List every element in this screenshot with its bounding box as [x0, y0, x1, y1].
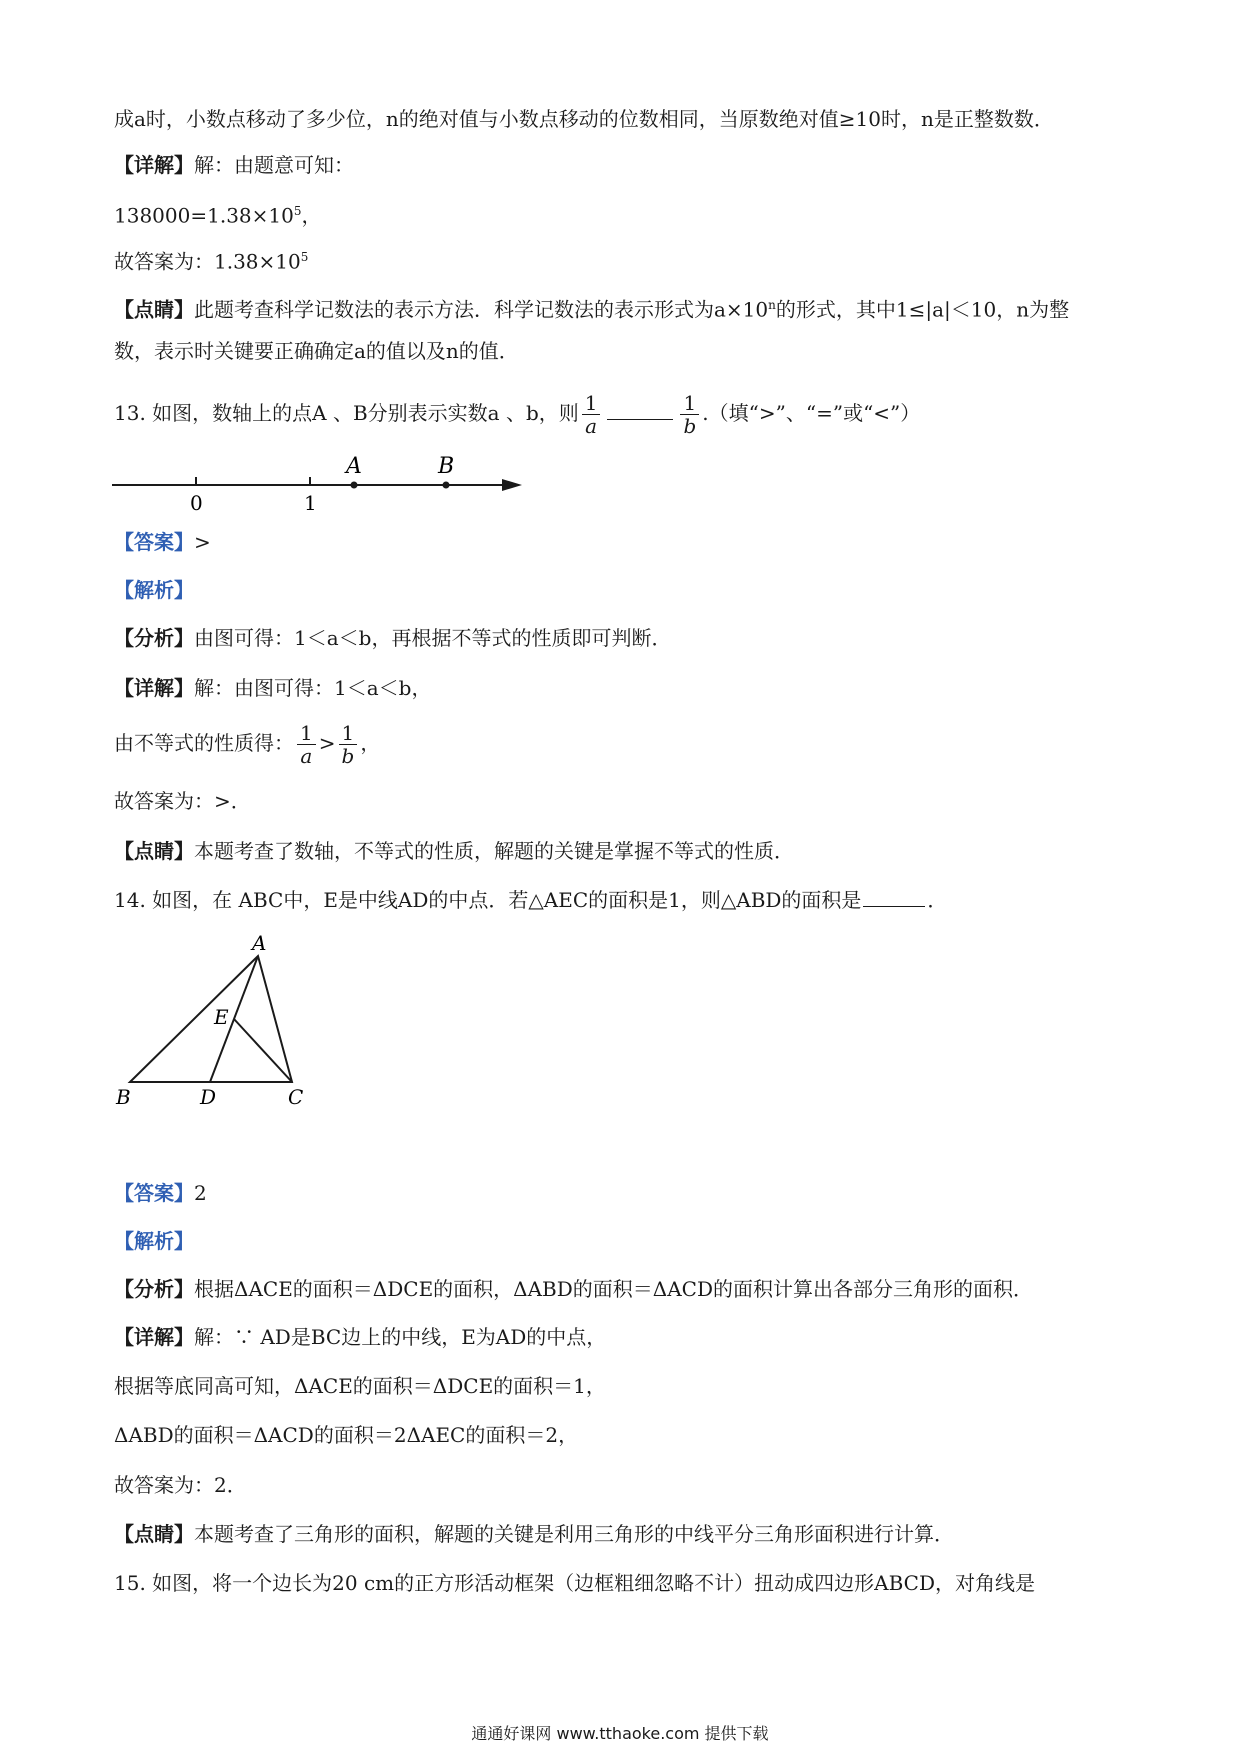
text: 故答案为：1.38×10 — [114, 249, 301, 274]
text: 本题考查了数轴，不等式的性质，解题的关键是掌握不等式的性质． — [194, 839, 794, 863]
question-text: .（填“>”、“=”或“<”） — [702, 401, 921, 425]
page-footer: 通通好课网 www.tthaoke.com 提供下载 — [471, 1724, 769, 1743]
text: 根据ΔACE的面积＝ΔDCE的面积，ΔABD的面积＝ΔACD的面积计算出各部分三角形的面积． — [194, 1277, 1034, 1301]
text: 解：由图可得：1＜a＜b， — [194, 676, 432, 700]
text: 由图可得：1＜a＜b，再根据不等式的性质即可判断． — [194, 626, 672, 650]
point-e-label: E — [214, 1005, 229, 1029]
q13-answer-line — [114, 527, 211, 557]
denominator: b — [683, 414, 697, 438]
q14-answer-line — [114, 1178, 207, 1208]
q13-comment-line — [114, 836, 794, 866]
q12-equation-line — [114, 196, 321, 231]
number-line-figure — [110, 455, 530, 515]
question-text: 14. 如图，在 ABC中，E是中线AD的中点．若△AEC的面积是1，则△ABD的面积是 — [114, 888, 862, 912]
q13-property-line — [114, 722, 380, 767]
comment-tag: 【点睛】 — [114, 839, 194, 863]
point-b-label: B — [438, 455, 455, 479]
text: 由不等式的性质得： — [114, 731, 294, 755]
vertex-a-label: A — [252, 931, 267, 955]
vertex-c-label: C — [288, 1085, 304, 1109]
q14-detail-line-3 — [114, 1420, 578, 1450]
detail-tag: 【详解】 — [114, 153, 194, 177]
vertex-b-label: B — [116, 1085, 131, 1109]
fraction-1-over-b — [339, 722, 358, 767]
numerator: 1 — [297, 722, 316, 745]
answer-value: > — [194, 530, 211, 554]
analysis-tag: 【解析】 — [114, 578, 194, 602]
question-text: 15. 如图，将一个边长为20 cm的正方形活动框架（边框粗细忽略不计）扭动成四边形ABCD，对角线是 — [114, 1571, 1035, 1595]
comment-tag: 【点睛】 — [114, 297, 194, 322]
text: ΔABD的面积＝ΔACD的面积＝2ΔAEC的面积＝2， — [114, 1423, 579, 1447]
denominator: b — [341, 744, 355, 768]
numerator: 1 — [680, 392, 699, 415]
exponent: 5 — [293, 204, 302, 218]
q14-analysis-line — [114, 1226, 194, 1256]
triangle-figure — [110, 930, 320, 1110]
answer-tag: 【答案】 — [114, 1181, 194, 1205]
numerator: 1 — [582, 392, 601, 415]
q14-final-line — [114, 1470, 247, 1500]
tick-label-0: 0 — [190, 491, 203, 515]
fenxi-tag: 【分析】 — [114, 626, 194, 650]
q12-continuation-line — [114, 104, 1054, 134]
question-text: 13. 如图，数轴上的点A 、B分别表示实数a 、b，则 — [114, 401, 579, 425]
q13-detail-line — [114, 673, 431, 703]
text: 138000=1.38×10 — [114, 203, 294, 228]
answer-value: 2 — [194, 1181, 207, 1205]
q13-fenxi-line — [114, 623, 671, 653]
q15-question — [114, 1568, 1035, 1598]
numerator: 1 — [339, 722, 358, 745]
q14-question — [114, 885, 947, 915]
answer-blank — [607, 399, 673, 420]
analysis-tag: 【解析】 — [114, 1229, 194, 1253]
q14-detail-line — [114, 1322, 606, 1352]
point-a-label: A — [346, 455, 362, 479]
text: 的形式，其中1≤|a|＜10，n为整 — [775, 297, 1070, 322]
q14-detail-line-2 — [114, 1371, 606, 1401]
text: ， — [360, 731, 381, 755]
axis-arrow-icon — [502, 479, 522, 491]
q13-analysis-line — [114, 575, 194, 605]
q12-comment-line-2 — [114, 336, 519, 366]
triangle-abc — [130, 956, 292, 1082]
q13-final-line — [114, 786, 251, 816]
point-d-label: D — [200, 1085, 217, 1109]
q13-question — [114, 392, 920, 437]
text: 解：由题意可知： — [194, 153, 354, 177]
point-a — [351, 482, 358, 489]
question-text: ． — [927, 888, 948, 912]
answer-blank — [863, 886, 925, 907]
denominator: a — [585, 414, 598, 438]
exponent: n — [768, 298, 776, 312]
q14-fenxi-line — [114, 1274, 1033, 1304]
detail-tag: 【详解】 — [114, 676, 194, 700]
q12-answer-line — [114, 242, 308, 277]
text: 成a时，小数点移动了多少位，n的绝对值与小数点移动的位数相同，当原数绝对值≥10时，n是正整数数． — [114, 107, 1054, 131]
text: 故答案为：2． — [114, 1473, 247, 1497]
text: 本题考查了三角形的面积，解题的关键是利用三角形的中线平分三角形面积进行计算． — [194, 1522, 954, 1546]
detail-tag: 【详解】 — [114, 1325, 194, 1349]
text: 此题考查科学记数法的表示方法．科学记数法的表示形式为a×10 — [194, 297, 769, 322]
q12-comment-line — [114, 290, 1069, 325]
denominator: a — [300, 744, 313, 768]
fraction-1-over-a — [582, 392, 601, 437]
q14-comment-line — [114, 1519, 954, 1549]
exponent: 5 — [300, 250, 309, 264]
text: ， — [301, 203, 322, 228]
point-b — [443, 482, 450, 489]
text: 解：∵ AD是BC边上的中线，E为AD的中点， — [194, 1325, 607, 1349]
fraction-1-over-b — [680, 392, 699, 437]
fraction-1-over-a — [297, 722, 316, 767]
fenxi-tag: 【分析】 — [114, 1277, 194, 1301]
text: 根据等底同高可知，ΔACE的面积＝ΔDCE的面积＝1， — [114, 1374, 606, 1398]
text: 故答案为：>． — [114, 789, 251, 813]
tick-label-1: 1 — [304, 491, 317, 515]
operator: > — [318, 731, 336, 755]
q12-detail-line — [114, 150, 354, 180]
comment-tag: 【点睛】 — [114, 1522, 194, 1546]
text: 数，表示时关键要正确确定a的值以及n的值． — [114, 339, 519, 363]
answer-tag: 【答案】 — [114, 530, 194, 554]
